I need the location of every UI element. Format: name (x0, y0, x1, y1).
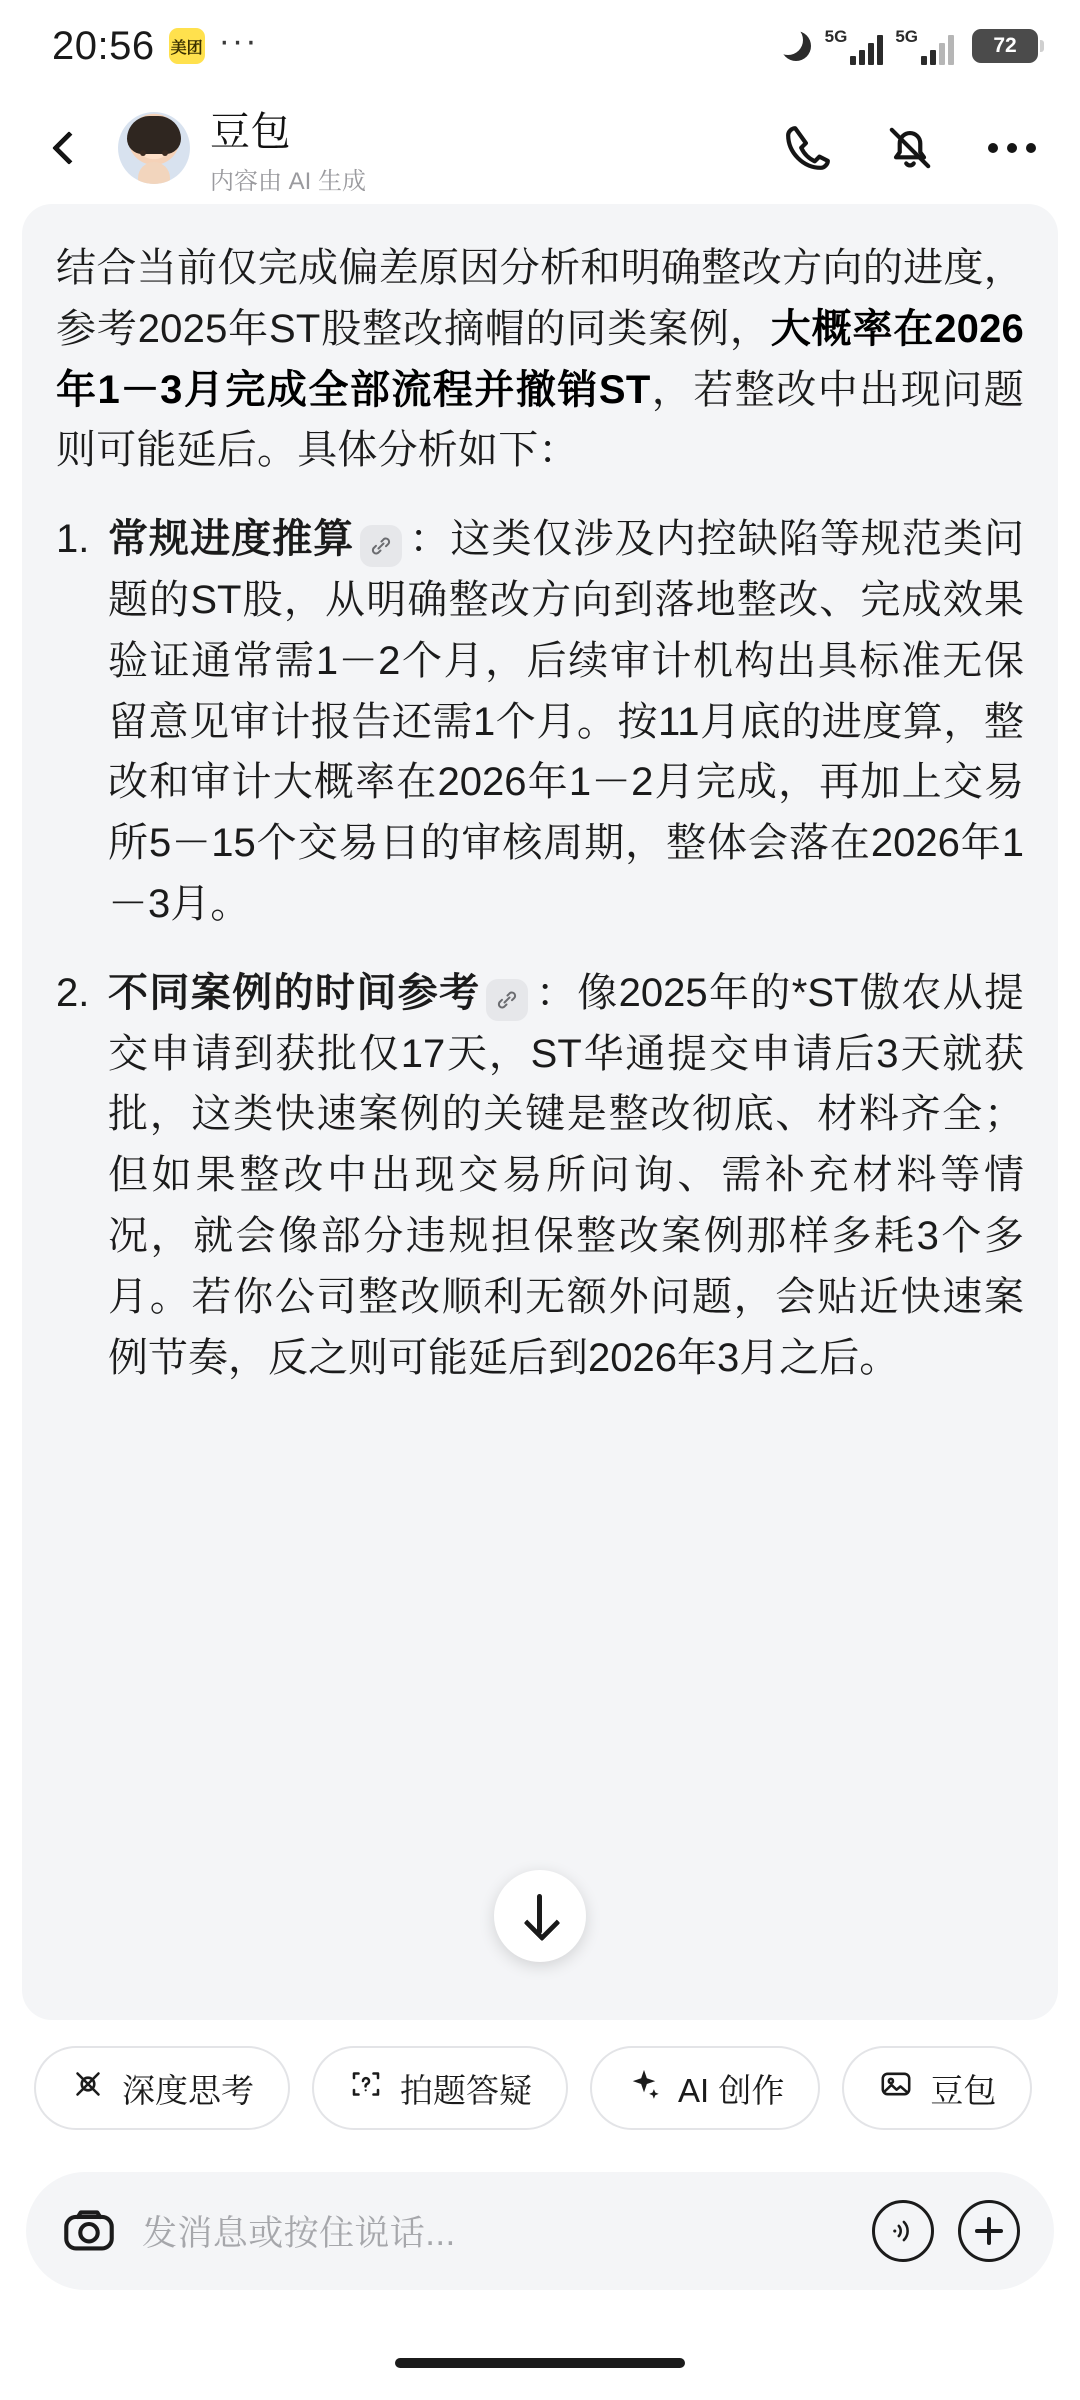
crescent-moon-icon (779, 29, 813, 63)
intro-text-1: 结合当前仅完成偏差原因分析和明确整改方向的进度，参考2025年ST股整改摘帽的同类案例， (56, 246, 1024, 351)
camera-icon[interactable] (60, 2202, 118, 2260)
signal-bars-1 (850, 33, 883, 65)
network-label-1: 5G (824, 27, 848, 46)
signal-group-2 (895, 27, 954, 65)
app-badge-icon: 美团 (169, 28, 205, 64)
assistant-message-bubble (22, 204, 1058, 2020)
plus-vertical-bar (987, 2217, 991, 2245)
quick-action-label: 深度思考 (122, 2071, 254, 2109)
phone-icon[interactable] (780, 120, 836, 176)
list-item-number: 1. (56, 517, 90, 562)
link-icon[interactable] (486, 979, 528, 1021)
deep-think-icon (70, 2066, 106, 2110)
page-title: 豆包 (210, 110, 291, 154)
image-icon (878, 2066, 914, 2110)
plus-circle-icon[interactable] (958, 2200, 1020, 2262)
list-item (56, 509, 1024, 935)
voice-wave-icon[interactable] (872, 2200, 934, 2262)
signal-bars-2 (921, 33, 954, 65)
list-item-text: 这类仅涉及内控缺陷等规范类问题的ST股，从明确整改方向到落地整改、完成效果验证通常需1－2个月，后续审计机构出具标准无保留意见审计报告还需1个月。按11月底的进度算，整改和审计大概率在2026年1－2月完成，再加上交易所5－15个交易日的审核周期，整体会落在2026年1－3月。 (108, 517, 1025, 926)
signal-group-1 (825, 27, 884, 65)
avatar[interactable] (118, 112, 190, 184)
list-item-text: 像2025年的*ST傲农从提交申请到获批仅17天，ST华通提交申请后3天就获批，这类快速案例的关键是整改彻底、材料齐全；但如果整改中出现交易所问询、需补充材料等情况，就会像部分违规担保整改案例那样多耗3个多月。若你公司整改顺利无额外问题，会贴近快速案例节奏，反之则可能延后到2026年3月之后。 (108, 970, 1025, 1380)
link-icon[interactable] (360, 525, 402, 567)
quick-action-label: AI 创作 (678, 2071, 785, 2109)
status-overflow-icon: ··· (218, 22, 259, 60)
message-intro (56, 238, 1024, 481)
list-item (56, 963, 1024, 1389)
list-item-title: 不同案例的时间参考 (108, 970, 481, 1015)
quick-action-scan-question[interactable] (312, 2046, 568, 2130)
arrow-down-icon (523, 1894, 557, 1938)
network-label-2: 5G (895, 27, 918, 46)
home-indicator[interactable] (395, 2358, 685, 2368)
scan-question-icon (348, 2066, 384, 2110)
ai-disclaimer-label: 内容由 AI 生成 (210, 168, 367, 195)
quick-action-label: 拍题答疑 (400, 2071, 532, 2109)
status-bar (0, 0, 1080, 92)
quick-action-bar[interactable] (0, 2020, 1080, 2156)
analysis-list (56, 509, 1024, 1388)
header-actions (780, 120, 1040, 176)
message-input-placeholder[interactable]: 发消息或按住说话... (142, 2214, 456, 2253)
intro-text-bold: 大概率在2026年1－3月完成全部流程并撤销ST (56, 306, 1024, 412)
bell-muted-icon[interactable] (882, 120, 938, 176)
list-item-colon: ： (408, 517, 451, 562)
avatar-eyes-detail (138, 150, 170, 156)
header-title-block (210, 100, 366, 196)
list-item-colon: ： (534, 970, 578, 1015)
sparkle-icon (626, 2066, 662, 2110)
message-list[interactable] (0, 204, 1080, 2020)
list-item-body (108, 509, 1024, 935)
list-item-number: 2. (56, 970, 90, 1015)
scroll-to-bottom-button[interactable] (494, 1870, 586, 1962)
quick-action-doubao[interactable] (842, 2046, 1032, 2130)
chat-header (0, 92, 1080, 204)
home-indicator-area (0, 2326, 1080, 2400)
status-time: 20:56 (52, 23, 155, 68)
more-horizontal-icon[interactable] (984, 120, 1040, 176)
list-item-title: 常规进度推算 (108, 517, 355, 562)
message-input-container[interactable] (26, 2172, 1054, 2290)
message-input-bar (0, 2156, 1080, 2326)
list-item-body (108, 963, 1024, 1389)
quick-action-deep-think[interactable] (34, 2046, 290, 2130)
quick-action-ai-create[interactable] (590, 2046, 820, 2130)
chevron-left-icon (52, 131, 86, 165)
status-bar-left (52, 24, 259, 69)
battery-indicator: 72 (972, 29, 1038, 63)
back-button[interactable] (34, 113, 104, 183)
status-bar-right (779, 27, 1038, 65)
quick-action-label: 豆包 (930, 2071, 997, 2109)
intro-text-2: ，若整改中出现问题则可能延后。具体分析如下： (56, 367, 1024, 473)
